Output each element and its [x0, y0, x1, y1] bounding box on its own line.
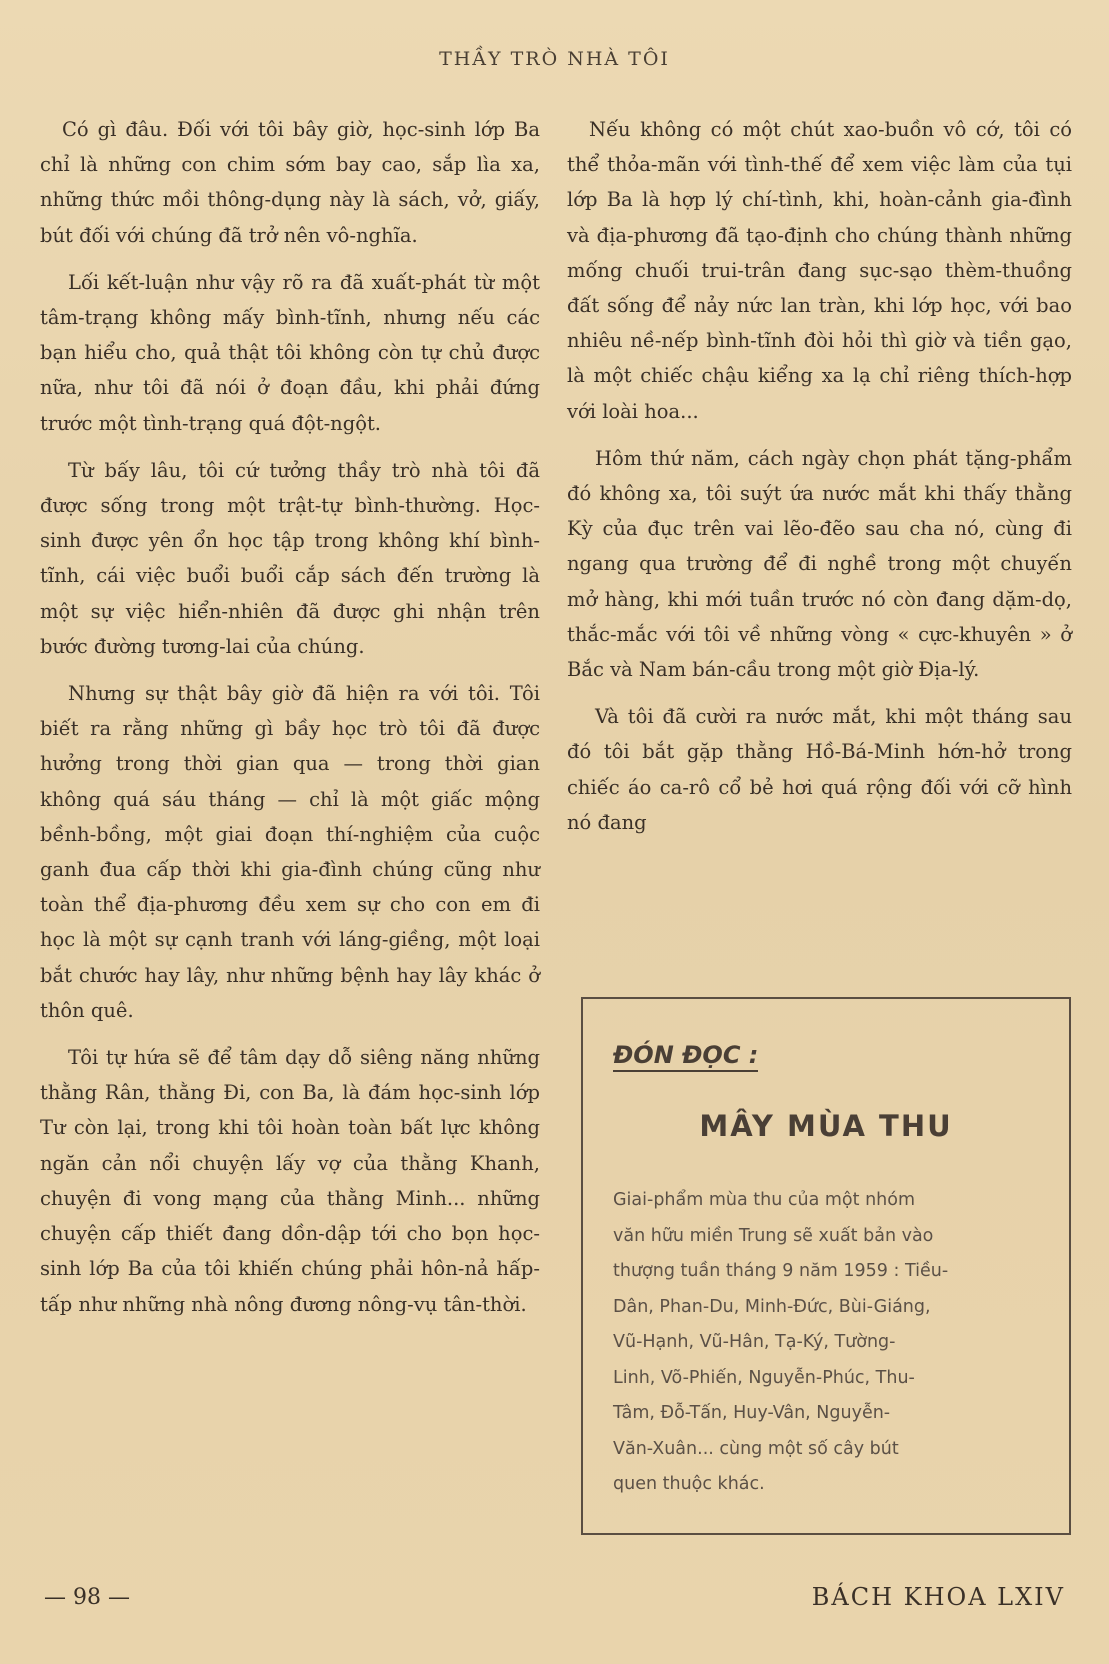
right-column — [567, 112, 1072, 852]
announcement-body — [613, 1183, 1043, 1503]
announcement-line: Linh, Võ-Phiến, Nguyễn-Phúc, Thu- — [613, 1367, 915, 1388]
announcement-box — [581, 997, 1071, 1535]
announcement-line: Dân, Phan-Du, Minh-Đức, Bùi-Giáng, — [613, 1296, 931, 1317]
paragraph: Hôm thứ năm, cách ngày chọn phát tặng-phẩm đó không xa, tôi suýt ứa nước mắt khi thấy thằng Kỳ của đục trên vai lẽo-đẽo sau cha nó, cùng đi ngang qua trường để đi nghề trong một chuyến mở hàng, khi mới tuần trước nó còn đang dặm-dọ, thắc-mắc với tôi về những vòng « cực-khuyên » ở Bắc và Nam bán-cầu trong một giờ Địa-lý. — [567, 446, 1072, 682]
announcement-title: MÂY MÙA THU — [699, 1109, 953, 1143]
paragraph: Nhưng sự thật bây giờ đã hiện ra với tôi. Tôi biết ra rằng những gì bầy học trò tôi đã được hưởng trong thời gian qua — trong thời gian không quá sáu tháng — chỉ là một giấc mộng bềnh-bồng, một giai đoạn thí-nghiệm của cuộc ganh đua cấp thời khi gia-đình chúng cũng như toàn thể địa-phương đều xem sự cho con em đi học là một sự cạnh tranh với láng-giềng, một loại bắt chước hay lây, như những bệnh hay lây khác ở thôn quê. — [40, 682, 540, 1022]
announcement-line: quen thuộc khác. — [613, 1474, 765, 1494]
announcement-line: văn hữu miền Trung sẽ xuất bản vào — [613, 1225, 934, 1246]
announcement-line: Giai-phẩm mùa thu của một nhóm — [613, 1190, 916, 1210]
paragraph: Lối kết-luận như vậy rõ ra đã xuất-phát từ một tâm-trạng không mấy bình-tĩnh, nhưng nếu các bạn hiểu cho, quả thật tôi không còn tự chủ được nữa, như tôi đã nói ở đoạn đầu, khi phải đứng trước một tình-trạng quá đột-ngột. — [40, 270, 540, 435]
magazine-name: BÁCH KHOA LXIV — [811, 1583, 1065, 1611]
paragraph: Tôi tự hứa sẽ để tâm dạy dỗ siêng năng những thằng Rân, thằng Đi, con Ba, là đám học-sinh lớp Tư còn lại, trong khi tôi hoàn toàn bất lực không ngăn cản nổi chuyện lấy vợ của thằng Khanh, chuyện đi vong mạng của thằng Minh... những chuyện cấp thiết đang dồn-dập tới cho bọn học-sinh lớp Ba của tôi khiến chúng phải hôn-nả hấp-tấp như những nhà nông đương nông-vụ tân-thời. — [40, 1046, 540, 1316]
paragraph: Và tôi đã cười ra nước mắt, khi một tháng sau đó tôi bắt gặp thằng Hồ-Bá-Minh hớn-hở trong chiếc áo ca-rô cổ bẻ hơi quá rộng đối với cỡ hình nó đang — [567, 705, 1072, 834]
announcement-line: thượng tuần tháng 9 năm 1959 : Tiều- — [613, 1261, 949, 1281]
left-column — [40, 112, 540, 1334]
running-head: THẦY TRÒ NHÀ TÔI — [439, 48, 670, 70]
announcement-kicker: ĐÓN ĐỌC : — [613, 1041, 758, 1072]
page-number: — 98 — — [44, 1585, 130, 1610]
announcement-line: Tâm, Đỗ-Tấn, Huy-Vân, Nguyễn- — [613, 1403, 891, 1423]
paragraph: Có gì đâu. Đối với tôi bây giờ, học-sinh lớp Ba chỉ là những con chim sớm bay cao, sắp lìa xa, những thức mồi thông-dụng này là sách, vở, giấy, bút đối với chúng đã trở nên vô-nghĩa. — [40, 118, 540, 247]
announcement-line: Vũ-Hạnh, Vũ-Hân, Tạ-Ký, Tường- — [613, 1332, 896, 1352]
paragraph: Nếu không có một chút xao-buồn vô cớ, tôi có thể thỏa-mãn với tình-thế để xem việc làm của tụi lớp Ba là hợp lý chí-tình, khi, hoàn-cảnh gia-đình và địa-phương đã tạo-định cho chúng thành những mống chuối trui-trân đang sục-sạo thèm-thuồng đất sống để nảy nức lan tràn, khi lớp học, với bao nhiêu nề-nếp bình-tĩnh đòi hỏi thì giờ và tiền gạo, là một chiếc chậu kiểng xa lạ chỉ riêng thích-hợp với loài hoa... — [567, 118, 1072, 423]
paragraph: Từ bấy lâu, tôi cứ tưởng thầy trò nhà tôi đã được sống trong một trật-tự bình-thường. Học-sinh được yên ổn học tập trong không khí bình-tĩnh, cái việc buổi buổi cắp sách đến trường là một sự việc hiển-nhiên đã được ghi nhận trên bước đường tương-lai của chúng. — [40, 458, 540, 658]
announcement-line: Văn-Xuân... cùng một số cây bút — [613, 1438, 899, 1459]
